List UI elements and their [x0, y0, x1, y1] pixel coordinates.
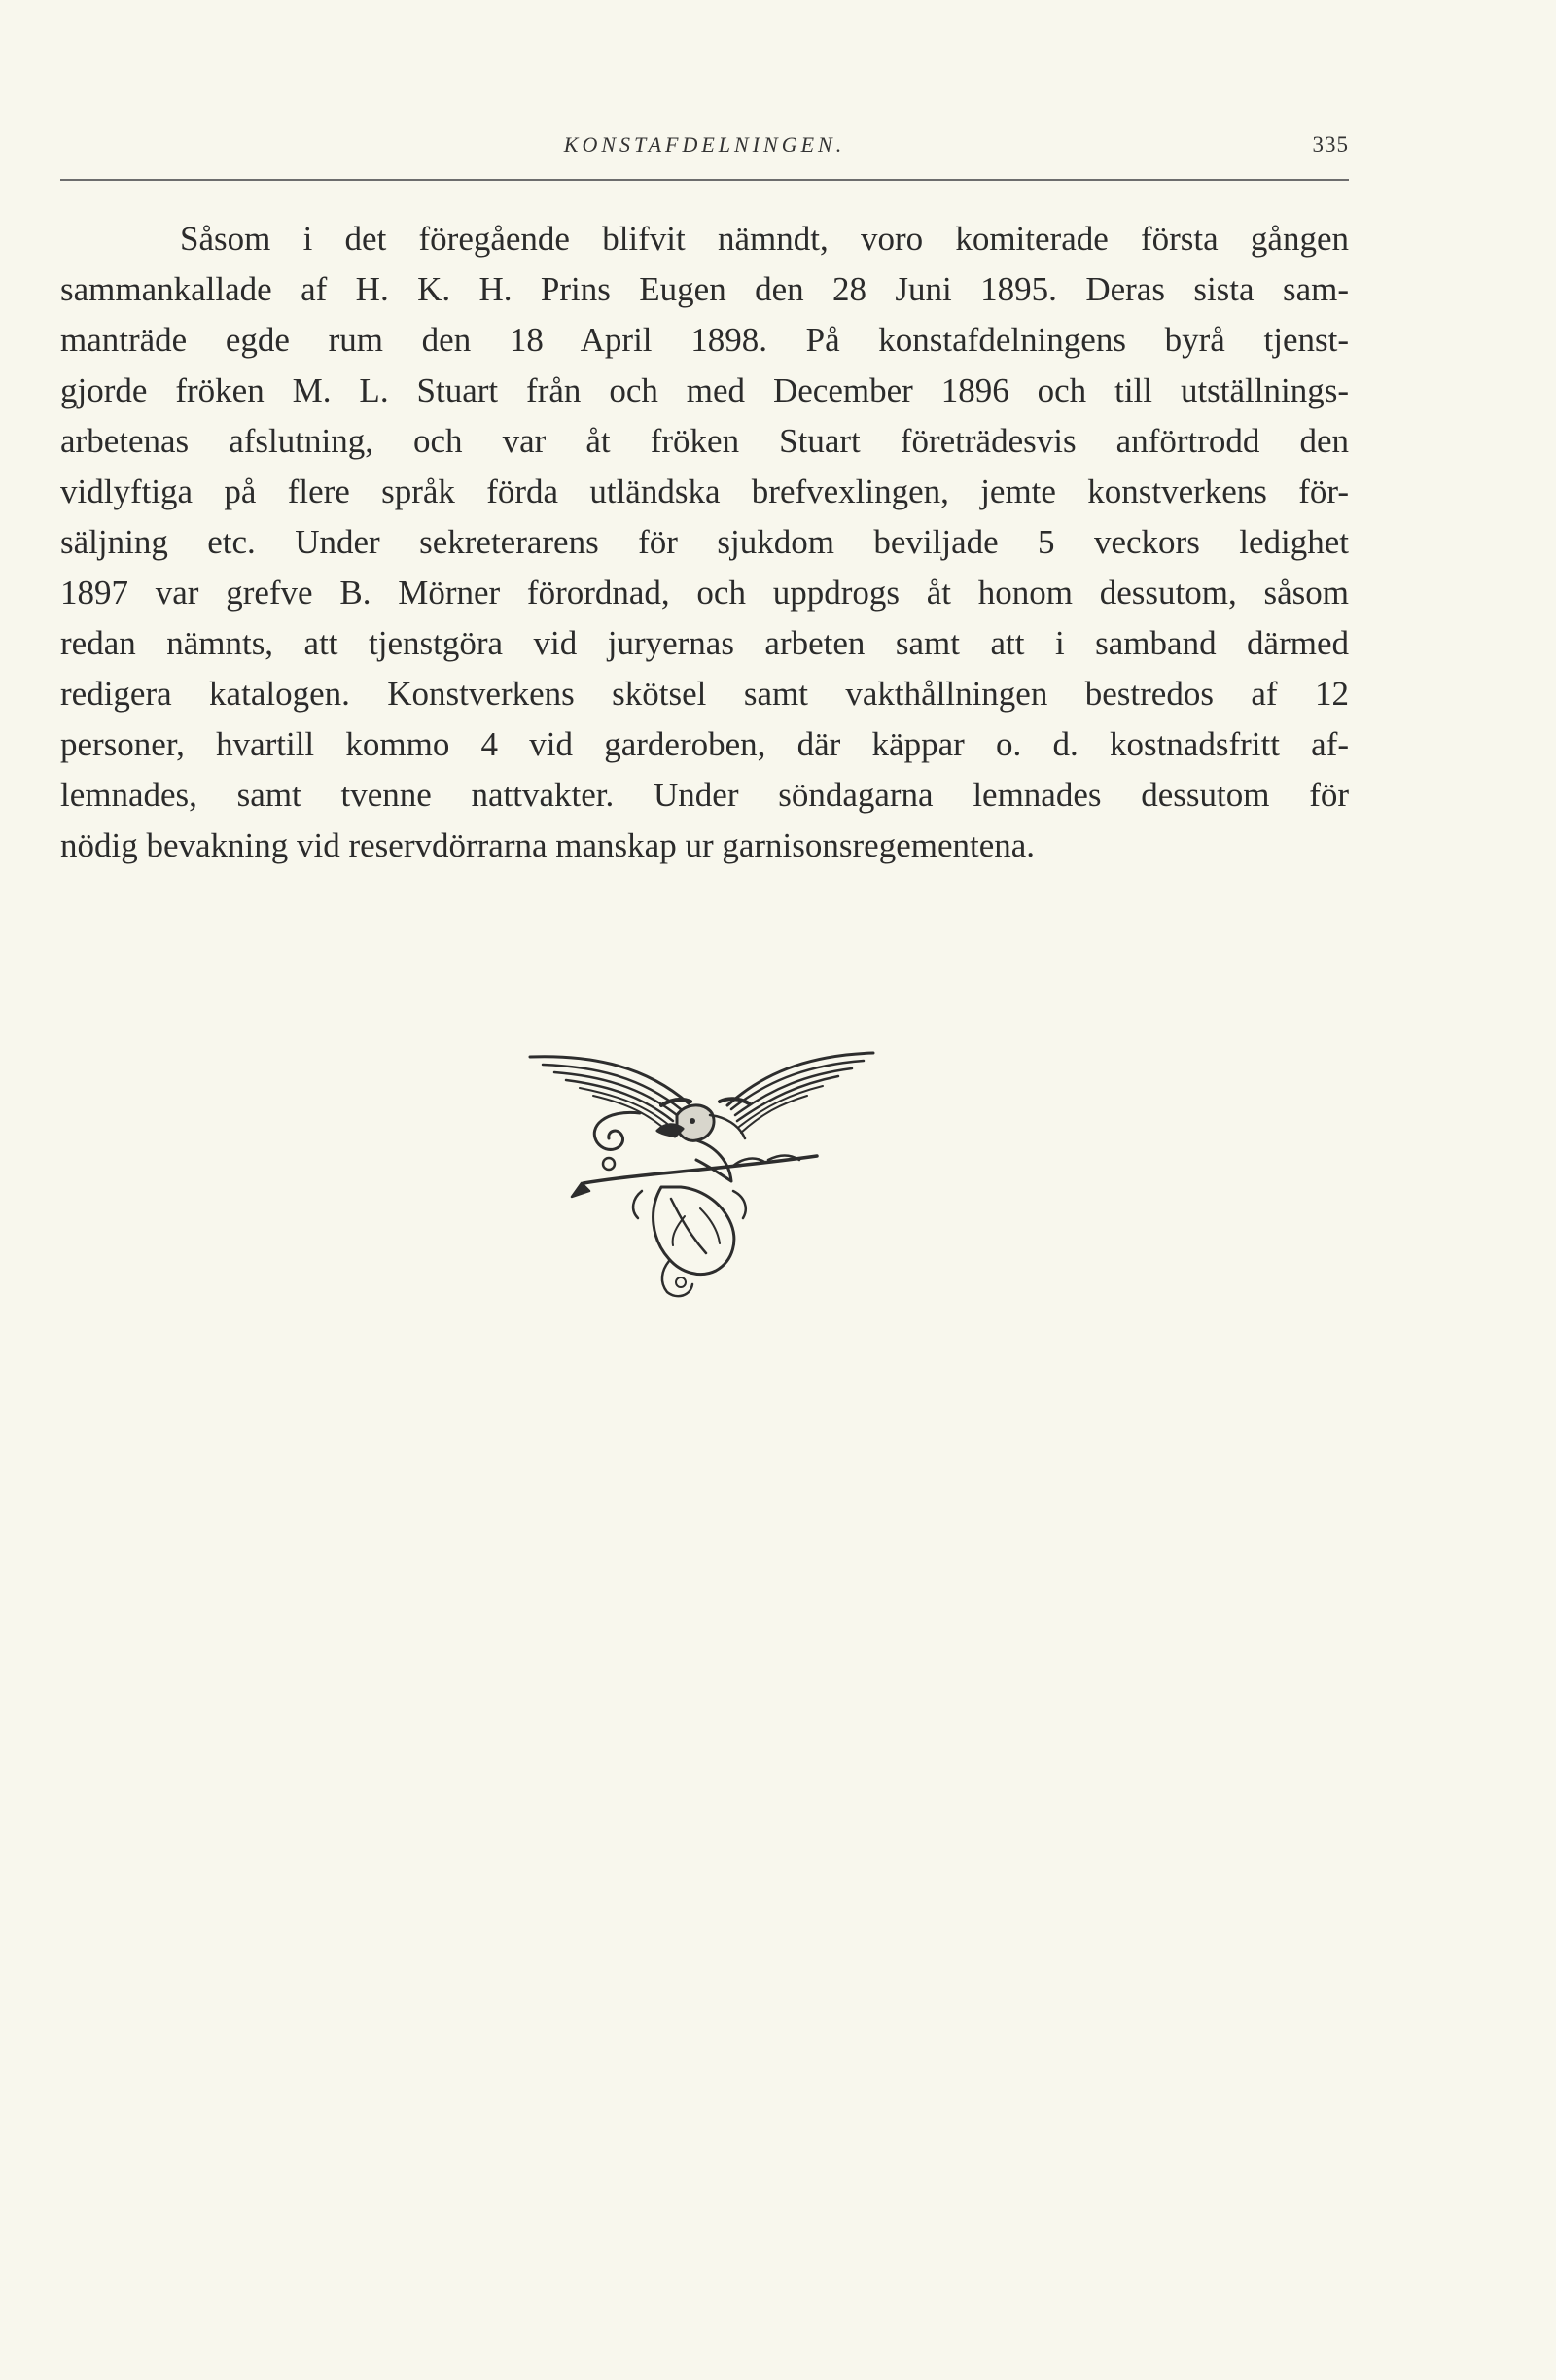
text-line: säljning etc. Under sekreterarens för sjukdom beviljade 5 veckors ledighet: [60, 523, 1349, 561]
text-line: sammankallade af H. K. H. Prins Eugen den 28 Juni 1895. Deras sista sam-: [60, 270, 1349, 308]
text-line: arbetenas afslutning, och var åt fröken Stuart företrädesvis anförtrodd den: [60, 422, 1349, 460]
text-line: lemnades, samt tvenne nattvakter. Under söndagarna lemnades dessutom för: [60, 776, 1349, 814]
text-line: 1897 var grefve B. Mörner förordnad, och uppdrogs åt honom dessutom, såsom: [60, 574, 1349, 612]
text-line: gjorde fröken M. L. Stuart från och med December 1896 och till utställnings-: [60, 371, 1349, 409]
running-title: KONSTAFDELNINGEN.: [563, 132, 846, 157]
eagle-vignette-icon: [525, 1045, 880, 1298]
text-line: personer, hvartill kommo 4 vid garderoben, där käppar o. d. kostnadsfritt af-: [60, 725, 1349, 763]
text-line: Såsom i det föregående blifvit nämndt, voro komiterade första gången: [180, 220, 1349, 258]
text-line: nödig bevakning vid reservdörrarna manskap ur garnisonsregementena.: [60, 826, 1036, 864]
body-paragraph: [60, 214, 1349, 871]
text-line: vidlyftiga på flere språk förda utländska brefvexlingen, jemte konstverkens för-: [60, 472, 1349, 510]
page-number: 335: [1312, 132, 1349, 157]
page-header: [60, 128, 1349, 181]
text-line: redigera katalogen. Konstverkens skötsel samt vakthållningen bestredos af 12: [60, 675, 1349, 713]
text-line: manträde egde rum den 18 April 1898. På konstafdelningens byrå tjenst-: [60, 321, 1349, 359]
text-line: redan nämnts, att tjenstgöra vid juryernas arbeten samt att i samband därmed: [60, 624, 1349, 662]
